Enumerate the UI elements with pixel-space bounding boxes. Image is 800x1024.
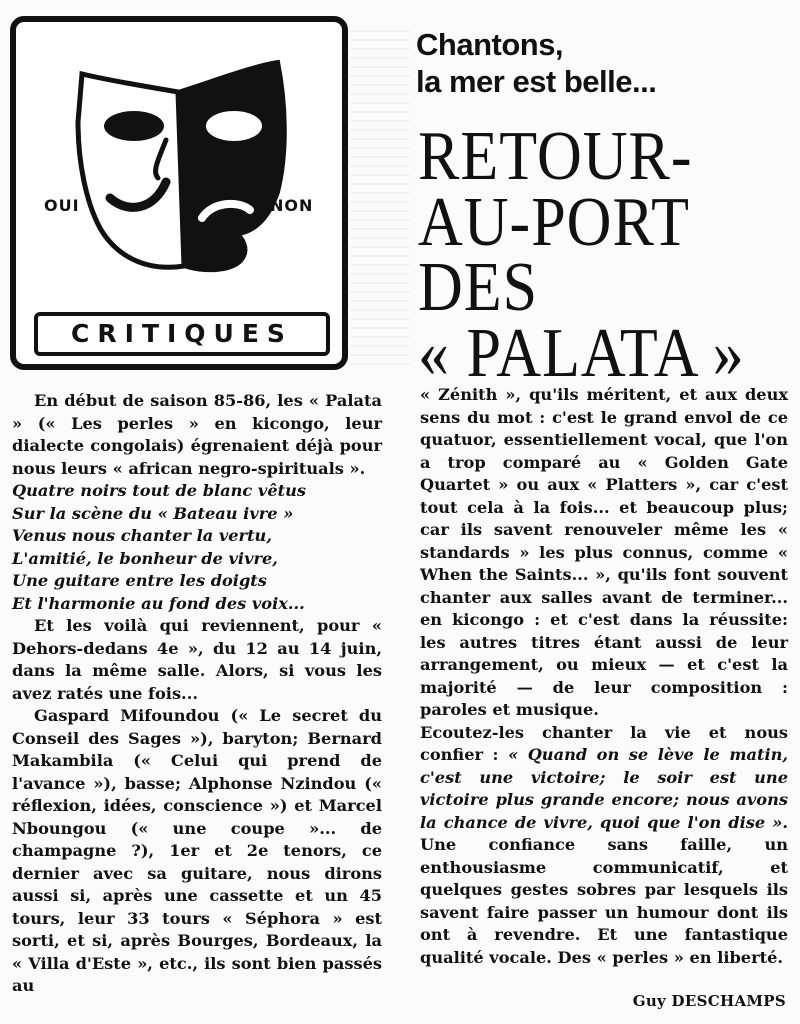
- return-paragraph: Et les voilà qui reviennent, pour « Dehors-dedans 4e », du 12 au 14 juin, dans la même salle. Alors, si vous les avez ratés une fois...: [12, 616, 382, 703]
- title-line-1: RETOUR-: [418, 118, 693, 195]
- intro-paragraph: En début de saison 85-86, les « Palata » (« Les perles » en kicongo, leur dialecte congolais) égrenaient déjà pour nous leurs « african negro-spirituals ».: [12, 391, 382, 478]
- mask-left-eye: [104, 111, 164, 141]
- logo-critiques-banner: CRITIQUES: [34, 312, 330, 356]
- right-column: [420, 384, 788, 969]
- title-line-3: DES: [418, 249, 539, 326]
- verse-line: L'amitié, le bonheur de vivre,: [12, 548, 278, 568]
- article-kicker: [416, 26, 786, 100]
- mask-dark-half: [178, 62, 285, 270]
- members-paragraph: Gaspard Mifoundou (« Le secret du Conseil des Sages »), baryton; Bernard Makambila (« Celui qui prend de l'avance »), basse; Alphonse Nzindou (« réflexion, idées, conscience ») et Marcel Nboungou (« une coupe »... de champagne ?), 1er et 2e tenors, ce dernier avec sa guitare, nous dirons aussi si, après une cassette et un 45 tours, leur 33 tours « Séphora » est sorti, et si, après Bourges, Bordeaux, la « Villa d'Este », etc., ils sont bien passés au: [12, 706, 382, 995]
- closing-lead: Ecoutez-les chanter la vie et nous confier :: [420, 722, 788, 764]
- closing-quote: « Quand on se lève le matin, c'est une victoire; le soir est une victoire plus grande encore; nous avons la chance de vivre, quoi que l'on dise ».: [420, 745, 788, 832]
- mask-right-eye: [207, 112, 261, 140]
- verse-line: Venus nous chanter la vertu,: [12, 526, 272, 545]
- logo-oui-label: OUI: [44, 196, 80, 215]
- kicker-line-2: la mer est belle...: [416, 64, 657, 99]
- kicker-line-1: Chantons,: [416, 27, 564, 62]
- verse-line: Quatre noirs tout de blanc vêtus: [12, 481, 306, 500]
- closing-end: Une confiance sans faille, un enthousiasme communicatif, et quelques gestes sobres par lesquels ils savent faire passer un humour dont ils ont à revendre. Et une fantastique qualité vocale. Des « perles » en liberté.: [420, 835, 788, 967]
- verse-line: Sur la scène du « Bateau ivre »: [12, 503, 294, 523]
- verse-line: Et l'harmonie au fond des voix...: [12, 593, 305, 613]
- title-line-2: AU-PORT: [418, 183, 690, 261]
- title-line-4: « PALATA »: [418, 314, 745, 392]
- zenith-paragraph: « Zénith », qu'ils méritent, et aux deux sens du mot : c'est le grand envol de ce quatuor, essentiellement vocal, que l'on a trop comparé au « Golden Gate Quartet » ou aux « Platters », car c'est tout cela à la fois... et beaucoup plus; car ils savent renouveler même les « standards » les plus connus, comme « When the Saints... », qu'ils font souvent chanter aux salles avant de terminer... en kicongo : et c'est dans la réussite: les autres titres étant aussi de leur arrangement, ou mieux — et c'est la majorité — de leur composition : paroles et musique.: [420, 385, 788, 719]
- logo-non-label: NON: [270, 196, 314, 215]
- verse-line: Une guitare entre les doigts: [12, 571, 267, 590]
- closing-paragraph: [420, 722, 788, 970]
- byline: Guy DESCHAMPS: [632, 992, 786, 1010]
- critiques-logo: [10, 16, 348, 370]
- mask-light-half: [78, 74, 184, 267]
- article-title: [418, 118, 788, 392]
- bleed-through-texture: [350, 30, 410, 370]
- left-column: [12, 390, 382, 998]
